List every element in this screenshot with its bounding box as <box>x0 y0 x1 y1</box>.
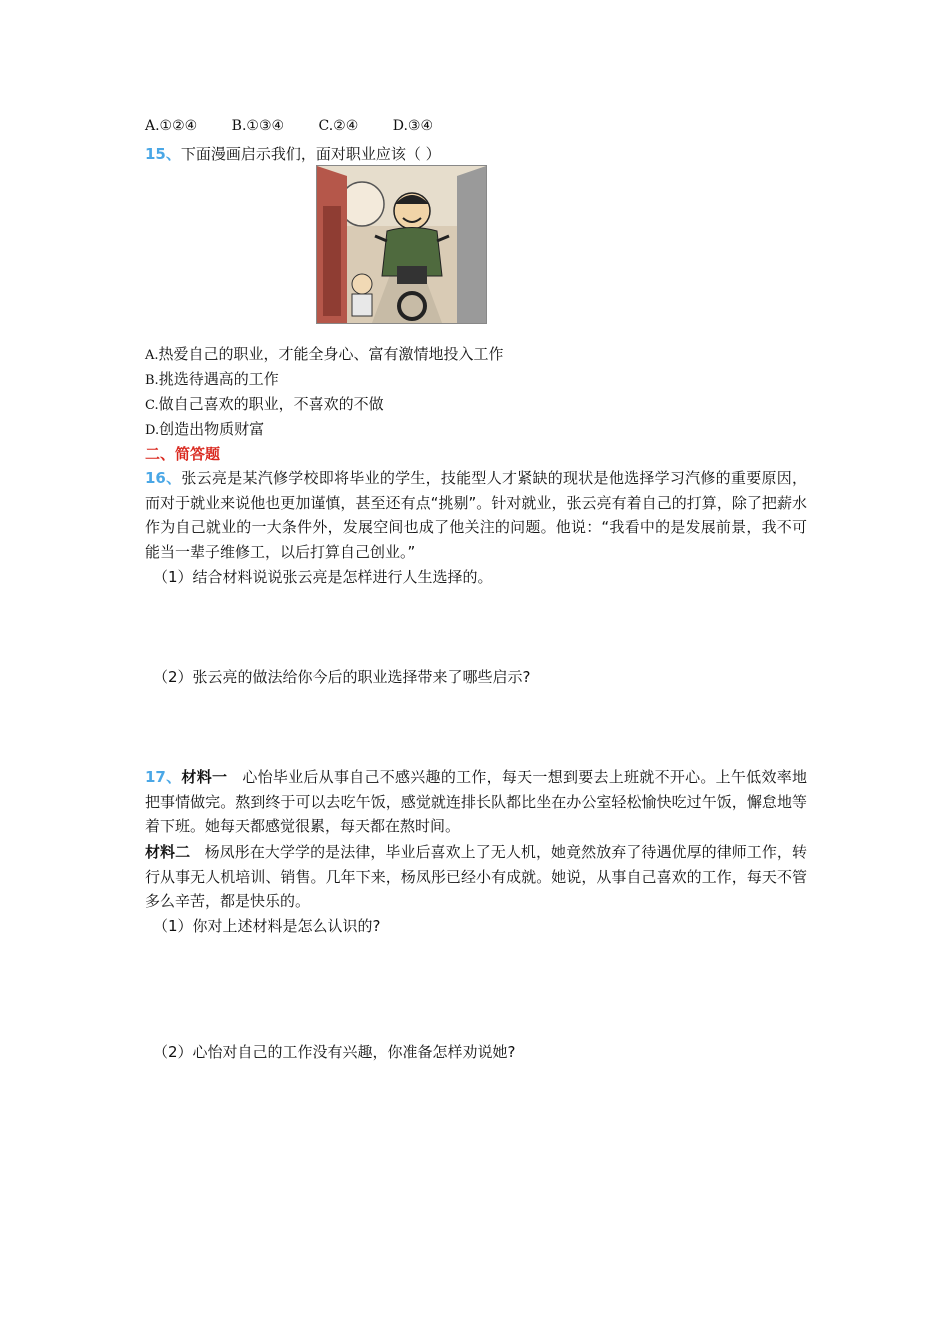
q15-number: 15、 <box>145 145 181 163</box>
q15-stem <box>145 143 441 164</box>
q15-choice-b-letter: B. <box>145 373 159 388</box>
q14-option-c: C.②④ <box>318 118 359 134</box>
q15-choice-d-letter: D. <box>145 423 160 438</box>
q16-number: 16、 <box>145 469 182 487</box>
q17-sub2: （2）心怡对自己的工作没有兴趣，你准备怎样劝说她? <box>153 1043 516 1061</box>
q15-choice-b-text: 挑选待遇高的工作 <box>158 370 279 388</box>
q17-number: 17、 <box>145 768 182 786</box>
q15-choice-a <box>145 343 504 364</box>
section-title: 二、简答题 <box>145 445 221 463</box>
q17-sub1: （1）你对上述材料是怎么认识的? <box>153 917 381 935</box>
q14-option-d: D.③④ <box>392 118 434 134</box>
q15-stem-text: 下面漫画启示我们，面对职业应该（ ） <box>180 145 441 163</box>
q16-sub2: （2）张云亮的做法给你今后的职业选择带来了哪些启示? <box>153 668 531 686</box>
q15-choice-a-text: 热爱自己的职业，才能全身心、富有激情地投入工作 <box>158 345 504 363</box>
q14-option-b: B.①③④ <box>231 118 285 134</box>
q15-choice-d-text: 创造出物质财富 <box>159 420 265 438</box>
q16-sub1: （1）结合材料说说张云亮是怎样进行人生选择的。 <box>153 568 493 586</box>
q14-option-a: A.①②④ <box>145 118 198 134</box>
q17-m2-text: 杨凤彤在大学学的是法律，毕业后喜欢上了无人机，她竟然放弃了待遇优厚的律师工作，转行从事无人机培训、销售。几年下来，杨凤彤已经小有成就。她说，从事自己喜欢的工作，每天不管多么辛苦，都是快乐的。 <box>145 843 807 910</box>
q17-material-1 <box>145 765 807 839</box>
q16-material-text: 张云亮是某汽修学校即将毕业的学生，技能型人才紧缺的现状是他选择学习汽修的重要原因，而对于就业来说他也更加谨慎，甚至还有点“挑剔”。针对就业，张云亮有着自己的打算，除了把薪水作为自己就业的一大条件外，发展空间也成了他关注的问题。他说：“我看中的是发展前景，我不可能当一辈子维修工，以后打算自己创业。” <box>145 469 807 561</box>
cartoon-man-on-motorbike-icon <box>316 165 487 324</box>
q15-choice-a-letter: A. <box>145 348 159 363</box>
q15-choice-c-text: 做自己喜欢的职业，不喜欢的不做 <box>158 395 384 413</box>
q15-choice-c-letter: C. <box>145 398 159 413</box>
q15-choice-c <box>145 393 384 414</box>
q17-m2-label: 材料二 <box>145 843 191 861</box>
q16-material <box>145 466 807 564</box>
q14-options <box>145 118 463 134</box>
q17-m1-label: 材料一 <box>181 768 228 786</box>
q17-m1-text: 心怡毕业后从事自己不感兴趣的工作，每天一想到要去上班就不开心。上午低效率地把事情做完。熬到终于可以去吃午饭，感觉就连排长队都比坐在办公室轻松愉快吃过午饭，懈怠地等着下班。她每天都感觉很累，每天都在熬时间。 <box>145 768 807 835</box>
q15-choice-b <box>145 368 279 389</box>
q17-material-2 <box>145 840 807 914</box>
q15-choice-d <box>145 418 264 439</box>
